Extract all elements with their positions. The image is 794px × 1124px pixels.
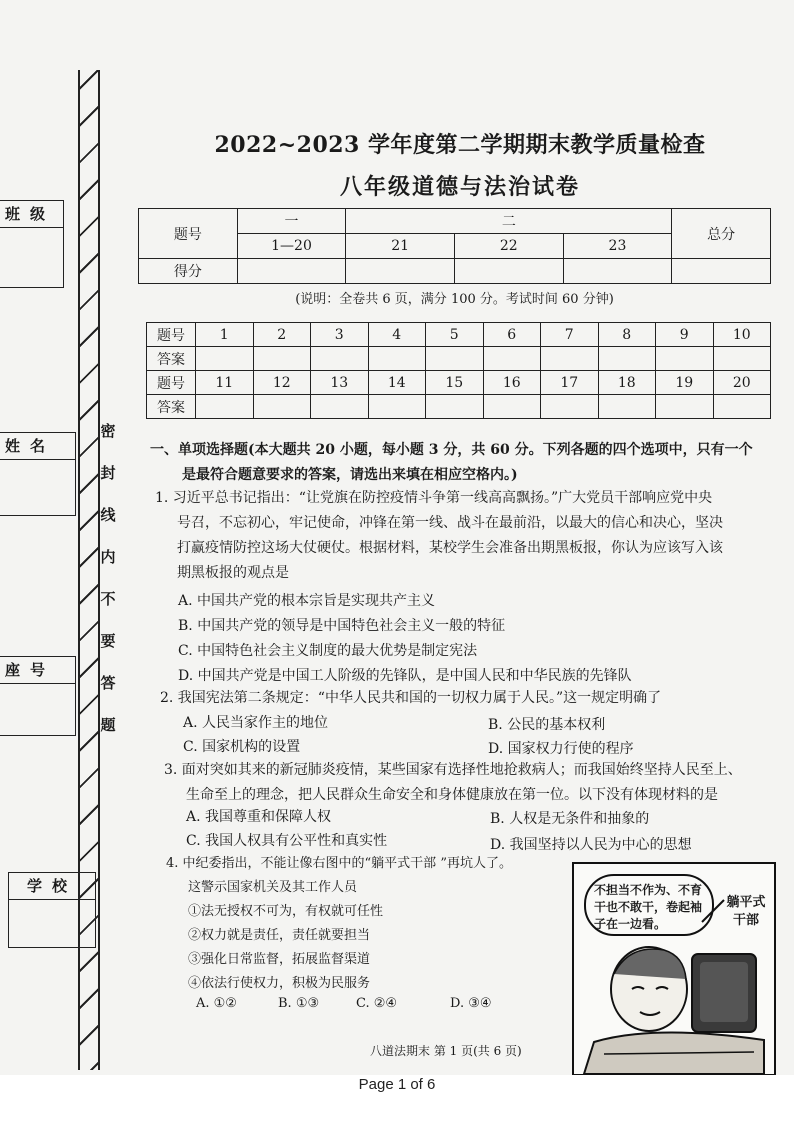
name-box [0,432,76,516]
answer-cell[interactable] [541,395,599,419]
q4-option-a[interactable]: A. ①② [196,996,237,1011]
q3-option-a[interactable]: A. 我国尊重和保障人权 [186,809,332,825]
answer-cell[interactable] [656,347,714,371]
question-3 [164,758,784,808]
answer-cell[interactable] [541,347,599,371]
answer-table [146,322,771,419]
q-number: 13 [311,371,369,395]
q1-line: 1. 习近平总书记指出：“让党旗在防控疫情斗争第一线高高飘扬。”广大党员干部响应党中央 [155,490,713,506]
exam-note: (说明：全卷共 6 页，满分 100 分。考试时间 60 分钟) [295,292,614,307]
q-number: 2 [253,323,311,347]
q4-line: 4. 中纪委指出，不能让像右图中的“躺平式干部 ”再坑人了。 [166,856,512,871]
sub-22: 22 [454,234,563,259]
answer-cell[interactable] [196,347,254,371]
seal-char: 要 [100,632,116,650]
question-2: 2. 我国宪法第二条规定：“中华人民共和国的一切权力属于人民。”这一规定明确了 [160,690,662,706]
page-footer: 八道法期末 第 1 页(共 6 页) [370,1044,522,1058]
score-table [138,208,771,284]
seal-char: 内 [100,548,116,566]
class-label: 班级 [0,201,63,228]
q3-option-d[interactable]: D. 我国坚持以人民为中心的思想 [490,837,692,853]
q3-line: 3. 面对突如其来的新冠肺炎疫情，某些国家有选择性地抢救病人；而我国始终坚持人民至上、 [164,762,742,778]
answer-cell[interactable] [713,395,771,419]
score-cell[interactable] [563,259,672,284]
section-heading-line2: 是最符合题意要求的答案，请选出来填在相应空格内。) [182,467,518,483]
q-number: 11 [196,371,254,395]
q4-option-d[interactable]: D. ③④ [450,996,492,1011]
score-cell[interactable] [454,259,563,284]
q3-line: 生命至上的理念，把人民群众生命安全和身体健康放在第一位。以下没有体现材料的是 [186,787,718,803]
q-number: 14 [368,371,426,395]
answer-cell[interactable] [713,347,771,371]
q2-option-b[interactable]: B. 公民的基本权利 [488,717,606,733]
answer-a-label: 答案 [147,395,196,419]
q4-statement: ③强化日常监督，拓展监督渠道 [188,952,371,967]
q-number: 5 [426,323,484,347]
answer-cell[interactable] [598,395,656,419]
class-box [0,200,64,288]
seal-char: 题 [100,716,116,734]
answer-cell[interactable] [426,395,484,419]
exam-title: 2022~2023 学年度第二学期期末教学质量检查 [214,132,706,158]
answer-cell[interactable] [253,347,311,371]
answer-cell[interactable] [656,395,714,419]
answer-cell[interactable] [483,347,541,371]
cartoon-figure-icon [574,864,774,1074]
q-number: 19 [656,371,714,395]
q4-statement: ②权力就是责任，责任就要担当 [188,928,371,943]
seal-char: 答 [100,674,116,692]
section-heading-line1: 一、单项选择题(本大题共 20 小题，每小题 3 分，共 60 分。下列各题的四个选项中，只有一个 [150,442,753,458]
sub-23: 23 [563,234,672,259]
answer-cell[interactable] [368,395,426,419]
q-number: 12 [253,371,311,395]
q-number: 7 [541,323,599,347]
total-label: 总分 [672,209,771,259]
q-number: 9 [656,323,714,347]
q-number: 6 [483,323,541,347]
q4-statement: ①法无授权不可为，有权就可任性 [188,904,384,919]
score-cell[interactable] [237,259,346,284]
section-heading [150,438,780,488]
q-number: 1 [196,323,254,347]
q1-option-d[interactable]: D. 中国共产党是中国工人阶级的先锋队，是中国人民和中华民族的先锋队 [178,668,632,684]
answer-cell[interactable] [196,395,254,419]
name-label: 姓名 [0,433,75,460]
q4-statement: ④依法行使权力，积极为民服务 [188,976,371,991]
answer-cell[interactable] [253,395,311,419]
answer-a-label: 答案 [147,347,196,371]
q-number: 15 [426,371,484,395]
q-number: 18 [598,371,656,395]
q2-option-a[interactable]: A. 人民当家作主的地位 [183,715,329,731]
q-number: 17 [541,371,599,395]
section-one: 一 [237,209,346,234]
cartoon-speech-bubble: 不担当不作为、不育干也不敢干，卷起袖子在一边看。 [584,874,714,936]
q1-line: 期黑板报的观点是 [177,565,289,581]
q1-option-c[interactable]: C. 中国特色社会主义制度的最大优势是制定宪法 [178,643,478,659]
answer-cell[interactable] [311,395,369,419]
answer-cell[interactable] [426,347,484,371]
q-number: 10 [713,323,771,347]
q4-option-b[interactable]: B. ①③ [278,996,320,1011]
answer-cell[interactable] [483,395,541,419]
school-label: 学校 [9,873,95,900]
seal-char: 线 [100,506,116,524]
answer-cell[interactable] [368,347,426,371]
seat-label: 座号 [0,657,75,684]
seal-char: 不 [100,590,116,608]
page-indicator: Page 1 of 6 [358,1076,436,1093]
score-cell[interactable] [672,259,771,284]
sub-1-20: 1—20 [237,234,346,259]
score-cell[interactable] [346,259,455,284]
q-number: 4 [368,323,426,347]
score-header-label: 题号 [139,209,238,259]
cartoon-caption: 躺平式干部 [726,895,766,928]
q-number: 8 [598,323,656,347]
q1-line: 号召，不忘初心，牢记使命，冲锋在第一线、战斗在最前沿，以最大的信心和决心，坚决 [177,515,723,531]
seal-char: 封 [100,464,116,482]
q2-option-d[interactable]: D. 国家权力行使的程序 [488,741,634,757]
seat-box [0,656,76,736]
q-number: 20 [713,371,771,395]
q4-line: 这警示国家机关及其工作人员 [188,880,358,895]
q1-option-b[interactable]: B. 中国共产党的领导是中国特色社会主义一般的特征 [178,618,506,634]
section-two: 二 [346,209,672,234]
question-4 [166,852,586,996]
q-number: 3 [311,323,369,347]
q3-option-b[interactable]: B. 人权是无条件和抽象的 [490,811,650,827]
q-number: 16 [483,371,541,395]
sub-21: 21 [346,234,455,259]
score-row-label: 得分 [139,259,238,284]
question-1 [155,486,785,586]
q4-option-c[interactable]: C. ②④ [356,996,398,1011]
exam-subtitle: 八年级道德与法治试卷 [339,174,580,200]
seal-text [94,410,122,746]
q2-option-c[interactable]: C. 国家机构的设置 [183,739,301,755]
answer-q-label: 题号 [147,371,196,395]
seal-char: 密 [100,422,116,440]
answer-q-label: 题号 [147,323,196,347]
q1-line: 打赢疫情防控这场大仗硬仗。根据材料，某校学生会准备出期黑板报，你认为应该写入该 [177,540,723,556]
q1-option-a[interactable]: A. 中国共产党的根本宗旨是实现共产主义 [178,593,436,609]
answer-cell[interactable] [311,347,369,371]
q3-option-c[interactable]: C. 我国人权具有公平性和真实性 [186,833,388,849]
cartoon-image [572,862,776,1075]
answer-cell[interactable] [598,347,656,371]
